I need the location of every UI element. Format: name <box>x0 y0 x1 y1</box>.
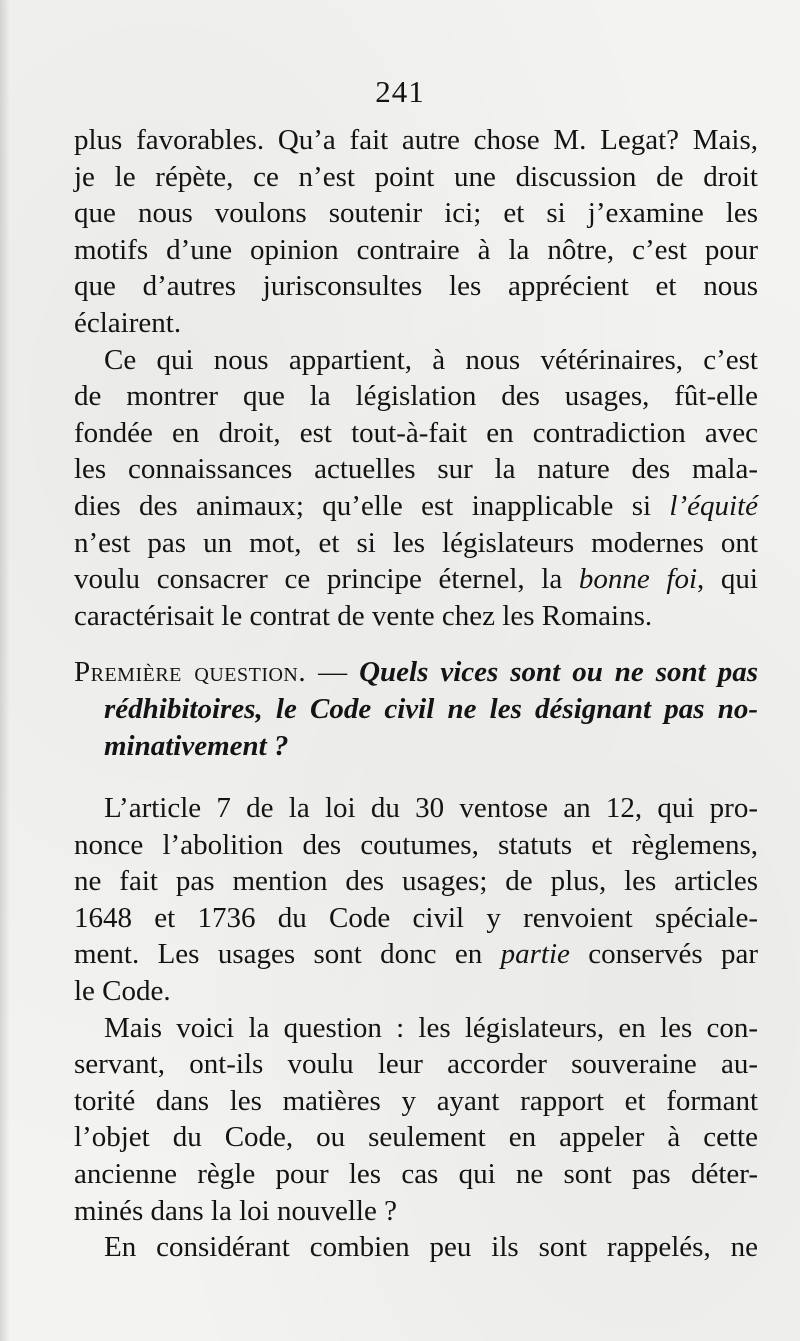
text-line: motifs d’une opinion contraire à la nôtre, c’est pour <box>74 233 758 266</box>
text-line: Ce qui nous appartient, à nous vétérinaires, c’est <box>104 343 758 376</box>
text-line: que d’autres jurisconsultes les apprécient et nous <box>74 270 758 303</box>
text-line: ne fait pas mention des usages; de plus, les articles <box>74 865 758 898</box>
text-line <box>74 488 758 525</box>
text-line: L’article 7 de la loi du 30 ventose an 12, qui pro- <box>104 792 758 825</box>
question-heading <box>74 654 758 764</box>
text-line: torité dans les matières y ayant rapport et formant <box>74 1084 758 1117</box>
paragraph-3 <box>74 790 758 1010</box>
text-fragment: conservés par <box>569 938 759 971</box>
text-line: fondée en droit, est tout-à-fait en contradiction avec <box>74 416 758 449</box>
paragraph-1 <box>74 122 758 342</box>
text-fragment: dies des animaux; qu’elle est inapplicable si <box>74 489 670 522</box>
text-fragment: , qui <box>697 563 758 596</box>
question-text-line: rédhibitoires, le Code civil ne les désignant pas no- <box>104 692 758 725</box>
text-line: éclairent. <box>74 306 182 339</box>
text-line: plus favorables. Qu’a fait autre chose M. Legat? Mais, <box>74 124 758 156</box>
text-line: les connaissances actuelles sur la nature des mala- <box>74 453 758 486</box>
text-line <box>74 936 758 973</box>
question-dash: — <box>306 656 360 689</box>
italic-term-equite: l’équité <box>669 489 758 522</box>
text-line: l’objet du Code, ou seulement en appeler à cette <box>74 1121 758 1154</box>
question-text-line: minativement ? <box>104 729 289 762</box>
text-line: n’est pas un mot, et si les législateurs modernes ont <box>74 526 758 559</box>
text-line: je le répète, ce n’est point une discussion de droit <box>74 160 758 193</box>
text-line: nonce l’abolition des coutumes, statuts et règlemens, <box>74 828 758 861</box>
text-line: Mais voici la question : les législateurs, en les con- <box>104 1011 758 1044</box>
paragraph-5 <box>74 1229 758 1266</box>
question-label: Première question. <box>74 656 307 689</box>
paragraph-2 <box>74 342 758 635</box>
text-line: de montrer que la législation des usages, fût-elle <box>74 380 758 413</box>
text-line: 1648 et 1736 du Code civil y renvoient spéciale- <box>74 901 758 934</box>
text-line: caractérisait le contrat de vente chez les Romains. <box>74 599 653 632</box>
paragraph-4 <box>74 1010 758 1230</box>
text-line: ancienne règle pour les cas qui ne sont pas déter- <box>74 1158 758 1191</box>
text-line: En considérant combien peu ils sont rappelés, ne <box>104 1231 758 1264</box>
page-number: 241 <box>375 74 425 109</box>
text-fragment: ment. Les usages sont donc en <box>74 938 501 971</box>
text-line: servant, ont-ils voulu leur accorder souveraine au- <box>74 1048 758 1081</box>
text-line <box>74 561 758 598</box>
text-line: minés dans la loi nouvelle ? <box>74 1194 397 1227</box>
page-gutter-shadow <box>0 0 10 1341</box>
body-text <box>74 122 758 1266</box>
text-line: que nous voulons soutenir ici; et si j’examine les <box>74 197 758 230</box>
text-fragment: voulu consacrer ce principe éternel, la <box>74 563 579 596</box>
text-line <box>74 654 758 691</box>
italic-term-partie: partie <box>500 938 570 971</box>
question-text: Quels vices sont ou ne sont pas <box>359 656 759 689</box>
text-line: le Code. <box>74 975 171 1008</box>
italic-term-bonne-foi: bonne foi <box>578 563 698 596</box>
